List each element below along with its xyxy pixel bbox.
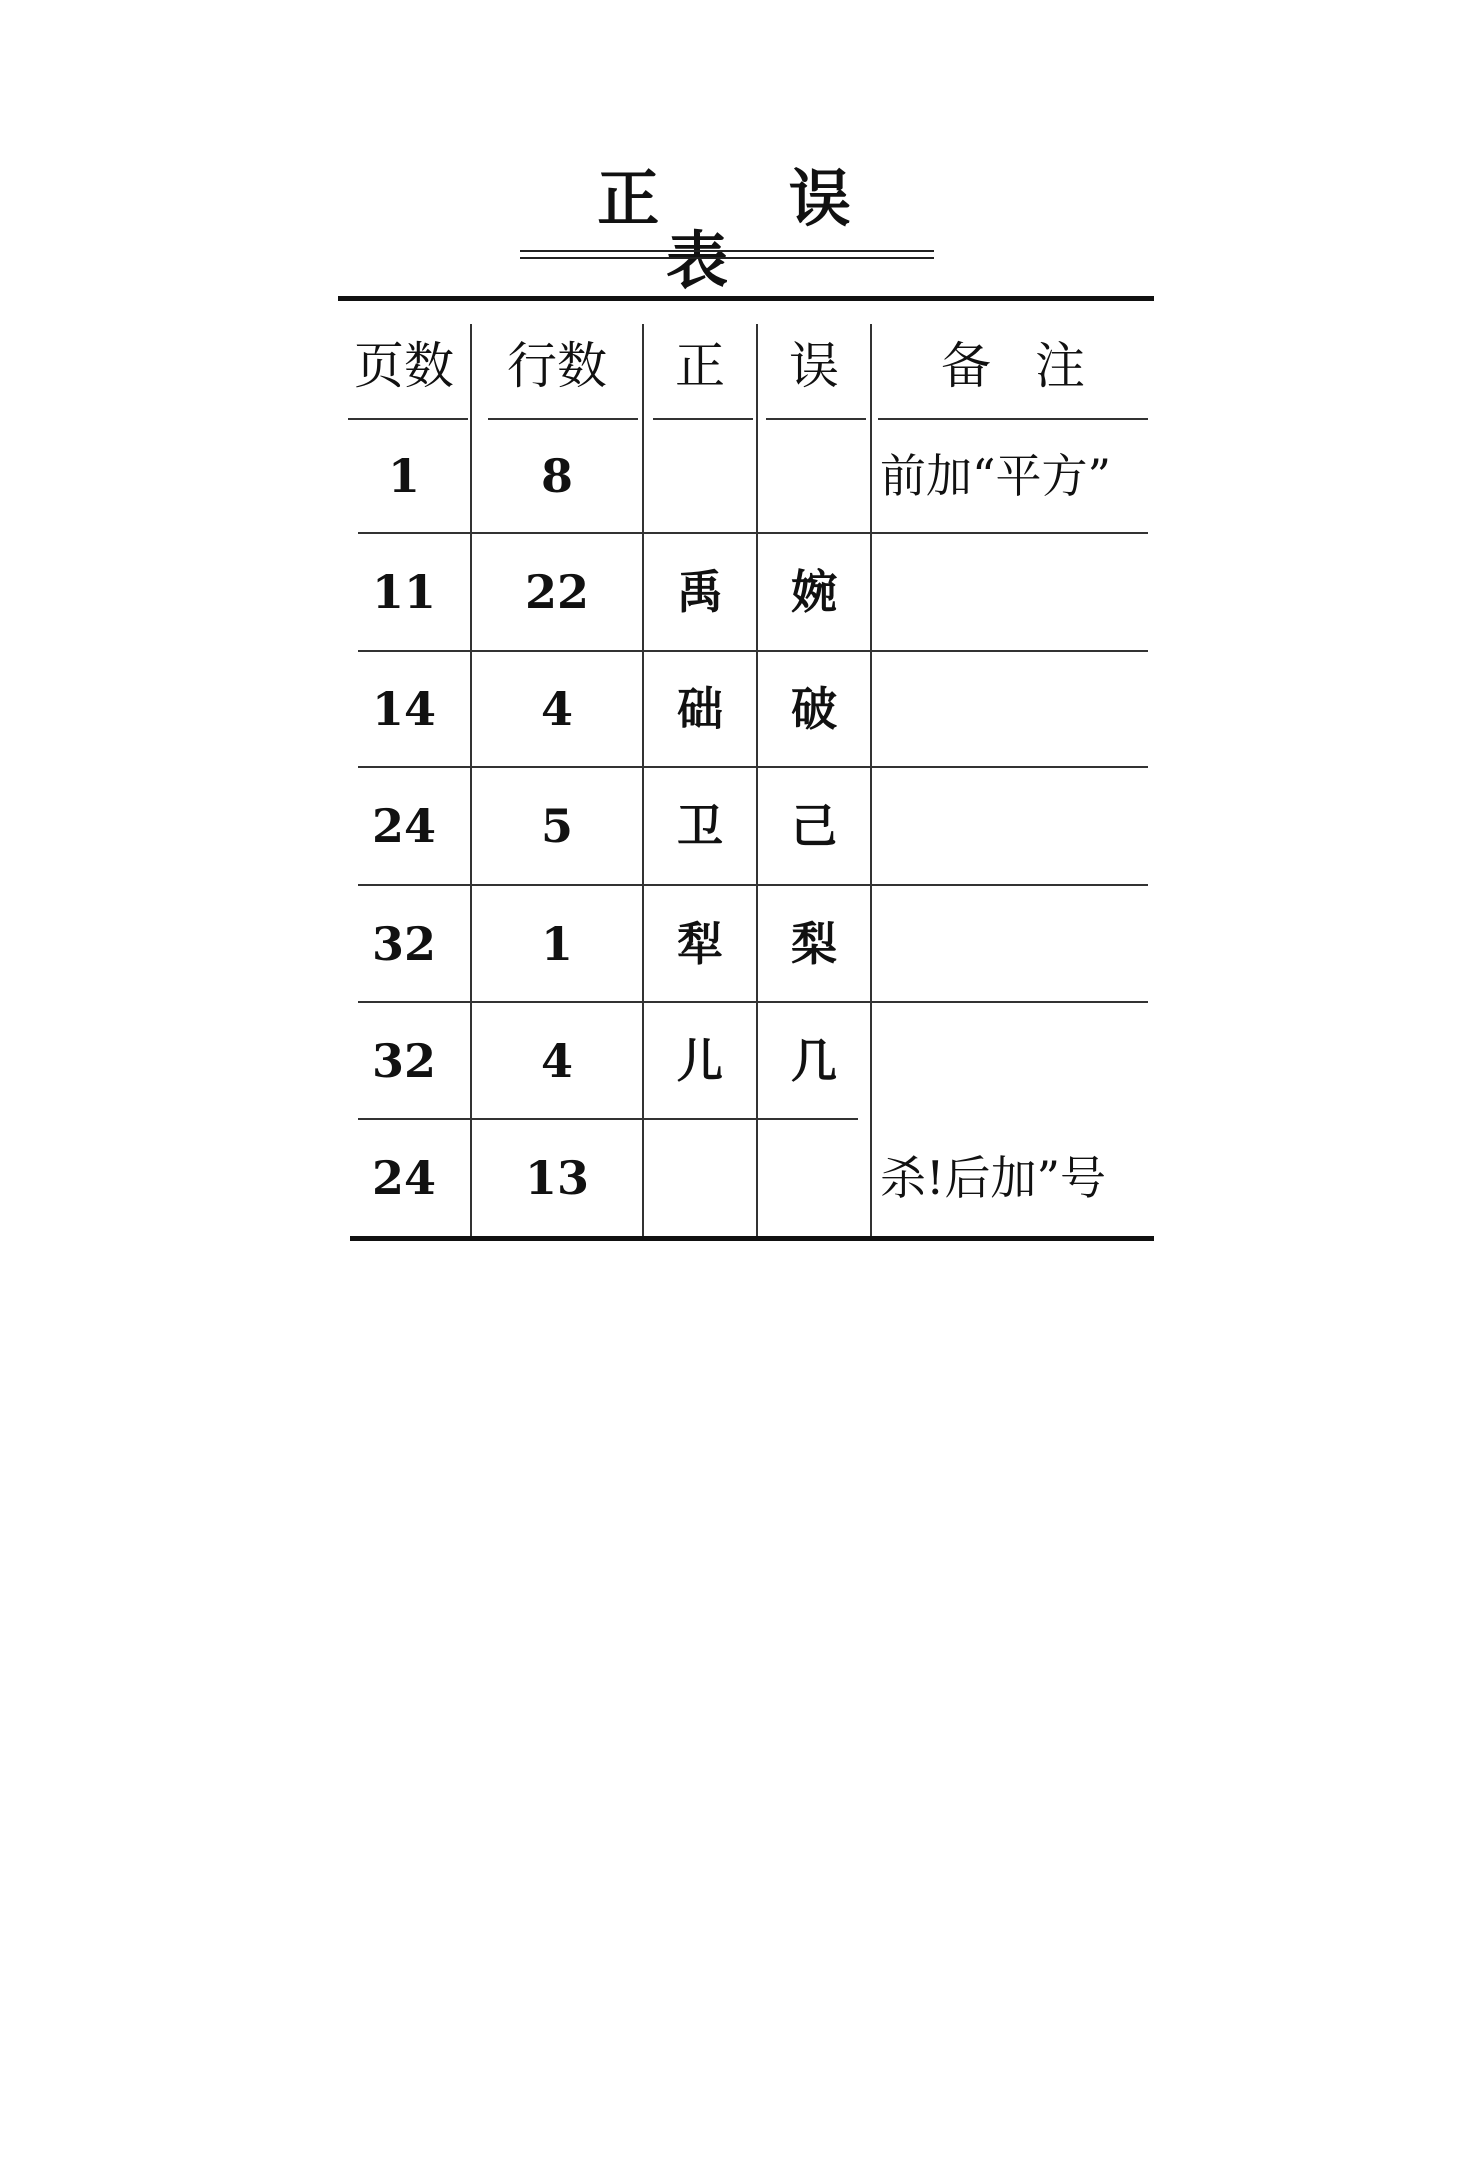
title-underline — [520, 250, 934, 252]
cell-correct: 犁 — [677, 916, 723, 971]
cell-note — [880, 1003, 1154, 1118]
cell-correct: 禹 — [677, 565, 723, 619]
cell-wrong: 己 — [791, 799, 837, 853]
cell-page: 14 — [371, 682, 436, 736]
cell-wrong: 破 — [791, 682, 837, 736]
table-bottom-rule — [350, 1236, 1154, 1241]
table-top-rule — [338, 296, 1154, 301]
page-title: 正 误 表 — [597, 162, 905, 297]
cell-line: 4 — [540, 1033, 573, 1088]
column-divider — [870, 324, 872, 1236]
cell-wrong: 几 — [791, 1033, 837, 1088]
cell-wrong: 婉 — [791, 565, 837, 619]
cell-wrong — [758, 1120, 870, 1236]
header-wrong: 误 — [789, 337, 839, 395]
cell-page: 11 — [371, 565, 436, 619]
cell-note: 杀!后加”号 — [880, 1151, 1107, 1205]
cell-correct: 卫 — [677, 799, 723, 853]
cell-line: 1 — [540, 916, 573, 971]
header-page: 页数 — [354, 337, 454, 395]
cell-note — [880, 534, 1154, 650]
cell-note — [880, 886, 1154, 1001]
cell-note — [880, 768, 1154, 884]
header-correct: 正 — [675, 337, 725, 395]
cell-note — [880, 652, 1154, 766]
cell-line: 5 — [540, 799, 573, 853]
cell-wrong: 梨 — [791, 916, 837, 971]
cell-note: 前加“平方” — [880, 449, 1112, 503]
cell-page: 32 — [371, 1033, 436, 1088]
header-note: 备注 — [941, 337, 1129, 395]
cell-correct: 儿 — [677, 1033, 723, 1088]
errata-table — [338, 296, 1154, 1244]
cell-wrong — [758, 420, 870, 532]
cell-page: 32 — [371, 916, 436, 971]
cell-line: 8 — [540, 449, 573, 503]
cell-line: 4 — [540, 682, 573, 736]
cell-page: 24 — [371, 1151, 436, 1205]
cell-correct — [644, 420, 756, 532]
cell-correct — [644, 1120, 756, 1236]
cell-line: 13 — [524, 1151, 589, 1205]
cell-line: 22 — [524, 565, 589, 619]
header-line: 行数 — [507, 337, 607, 395]
cell-page: 1 — [387, 449, 420, 503]
cell-page: 24 — [371, 799, 436, 853]
title-underline-2 — [520, 257, 934, 259]
cell-correct: 础 — [677, 682, 723, 736]
